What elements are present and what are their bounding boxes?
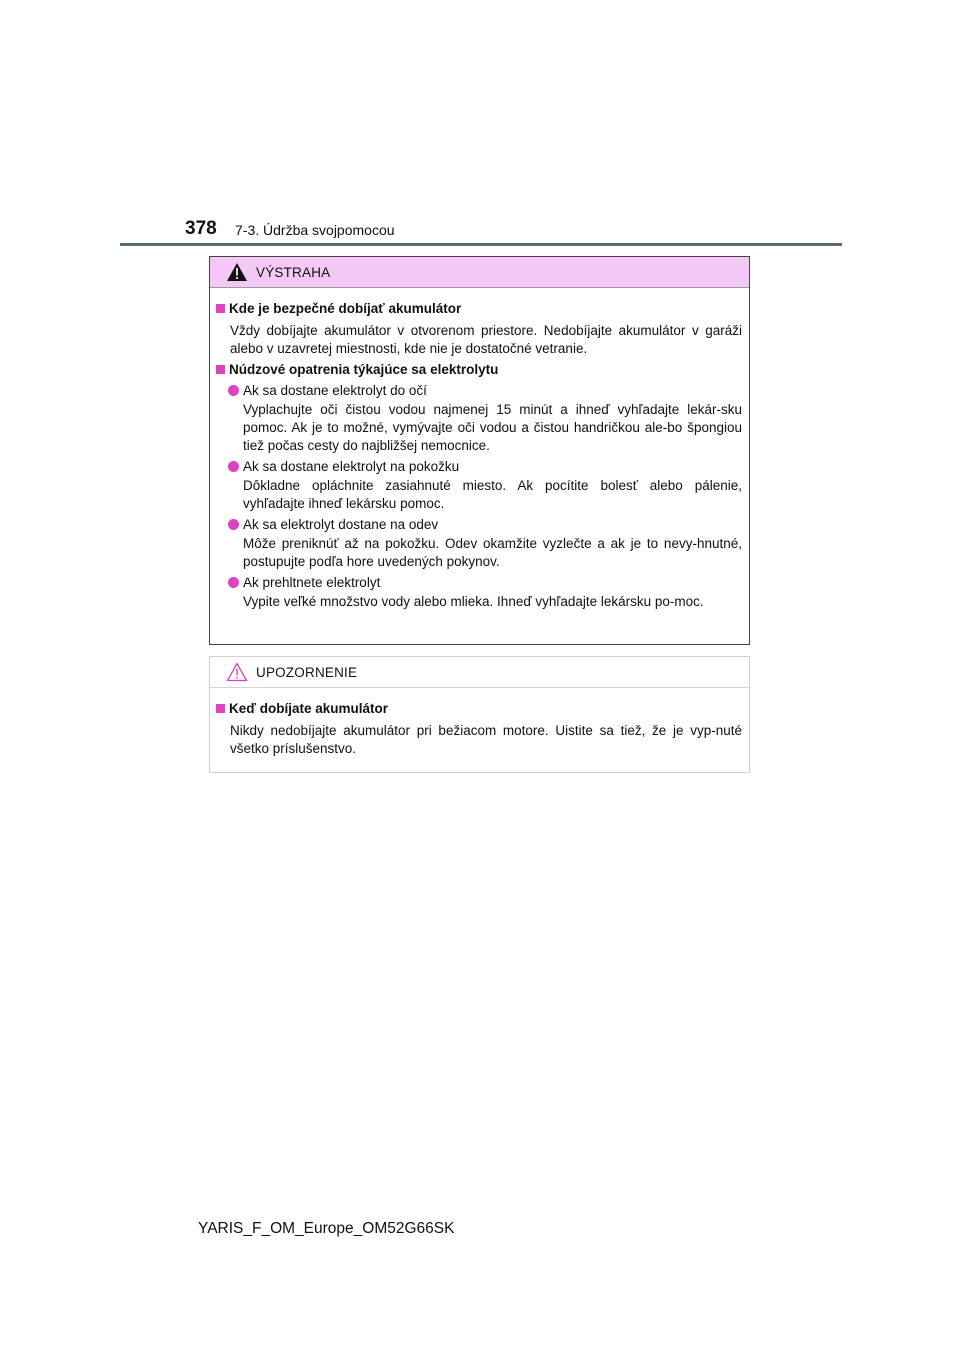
warning-header	[210, 257, 749, 288]
page-number: 378	[185, 218, 217, 239]
round-bullet-icon	[228, 461, 239, 472]
notice-text-charging: Nikdy nedobíjajte akumulátor pri bežiacom motore. Uistite sa tiež, že je vyp-nuté všetko príslušenstvo.	[230, 723, 742, 756]
warning-label: VÝSTRAHA	[256, 265, 331, 280]
bullet-eyes-title: Ak sa dostane elektrolyt do očí	[228, 383, 427, 398]
bullet-skin-title: Ak sa dostane elektrolyt na pokožku	[228, 459, 459, 474]
warning-box	[209, 256, 750, 645]
warning-text-charging-location: Vždy dobíjajte akumulátor v otvorenom priestore. Nedobíjajte akumulátor v garáži alebo v uzavretej miestnosti, kde nie je dostatočné vetranie.	[230, 323, 742, 356]
document-code: YARIS_F_OM_Europe_OM52G66SK	[198, 1220, 455, 1237]
bullet-eyes-text: Vyplachujte oči čistou vodou najmenej 15 minút a ihneď vyhľadajte lekár-sku pomoc. Ak je to možné, vymývajte oči vodou a čistou handričkou ale-bo špongiou tiež počas cesty do najbližšej nemocnice.	[243, 402, 742, 453]
round-bullet-icon	[228, 385, 239, 396]
round-bullet-icon	[228, 577, 239, 588]
square-bullet-icon	[216, 704, 225, 713]
notice-header	[210, 657, 749, 688]
bullet-swallow-title: Ak prehltnete elektrolyt	[228, 575, 380, 590]
notice-box	[209, 656, 750, 773]
warning-heading-charging-location: Kde je bezpečné dobíjať akumulátor	[216, 301, 461, 316]
header-rule	[120, 243, 842, 246]
caution-triangle-icon	[226, 662, 248, 682]
section-title: 7-3. Údržba svojpomocou	[235, 222, 395, 238]
square-bullet-icon	[216, 304, 225, 313]
warning-heading-electrolyte: Núdzové opatrenia týkajúce sa elektrolytu	[216, 362, 498, 377]
notice-label: UPOZORNENIE	[256, 665, 358, 680]
bullet-clothes-text: Môže preniknúť až na pokožku. Odev okamžite vyzlečte a ak je to nevy-hnutné, postupujte podľa hore uvedených pokynov.	[243, 536, 742, 569]
warning-triangle-icon	[226, 262, 248, 282]
square-bullet-icon	[216, 365, 225, 374]
notice-heading-charging: Keď dobíjate akumulátor	[216, 701, 388, 716]
bullet-skin-text: Dôkladne opláchnite zasiahnuté miesto. Ak pocítite bolesť alebo pálenie, vyhľadajte ihneď lekársku pomoc.	[243, 478, 742, 511]
bullet-swallow-text: Vypite veľké množstvo vody alebo mlieka. Ihneď vyhľadajte lekársku po-moc.	[243, 594, 704, 609]
round-bullet-icon	[228, 519, 239, 530]
bullet-clothes-title: Ak sa elektrolyt dostane na odev	[228, 517, 438, 532]
